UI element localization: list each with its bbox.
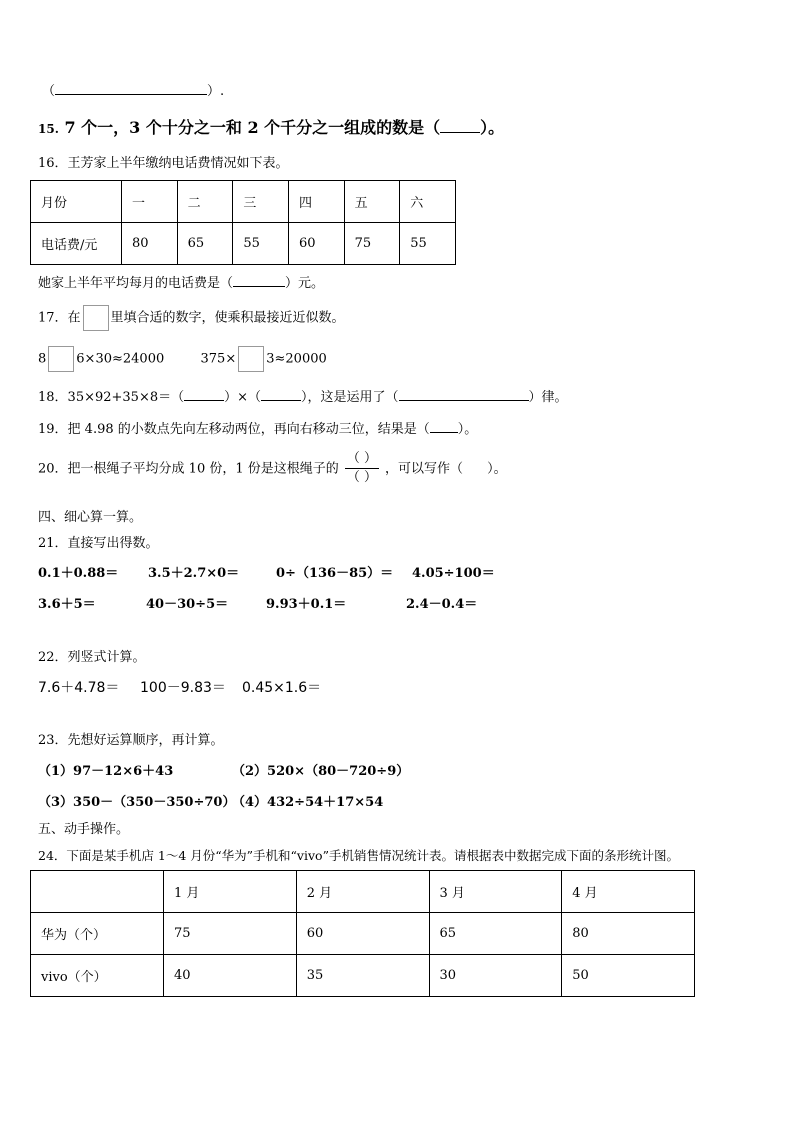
question-24-title: 24．下面是某手机店 1～4 月份“华为”手机和“vivo”手机销售情况统计表。请根据表中数据完成下面的条形统计图。 xyxy=(38,848,679,863)
answer-blank[interactable] xyxy=(55,82,207,95)
question-17: 17．在 里填合适的数字，使乘积最接近近似数。 xyxy=(38,305,345,331)
calc-item: 7.6＋4.78＝ xyxy=(38,680,120,696)
answer-box[interactable] xyxy=(48,346,74,372)
question-21-title: 21．直接写出得数。 xyxy=(38,536,159,551)
answer-blank[interactable] xyxy=(399,388,529,401)
calc-item: 2.4－0.4＝ xyxy=(406,597,478,612)
table-row: 电话费/元 80 65 55 60 75 55 xyxy=(31,223,456,265)
question-23-title: 23．先想好运算顺序，再计算。 xyxy=(38,733,224,748)
calc-item: 4.05÷100＝ xyxy=(412,566,495,581)
q14-tail: （ ）. xyxy=(42,84,225,99)
section-4-heading: 四、细心算一算。 xyxy=(38,510,143,525)
question-18: 18．35×92+35×8＝（ ）×（ ），这是运用了（ ）律。 xyxy=(38,390,568,405)
section-5-heading: 五、动手操作。 xyxy=(38,822,130,837)
table-row: vivo（个） 40 35 30 50 xyxy=(31,955,695,997)
question-15: 15. 7 个一，3 个十分之一和 2 个千分之一组成的数是（ ）。 xyxy=(38,118,505,137)
answer-blank[interactable] xyxy=(233,274,285,287)
calc-item: （4）432÷54＋17×54 xyxy=(232,795,384,810)
question-22-title: 22．列竖式计算。 xyxy=(38,650,146,665)
calc-item: 0.45×1.6＝ xyxy=(242,680,322,696)
calc-item: （3）350－（350－350÷70） xyxy=(38,795,236,810)
table-row: 华为（个） 75 60 65 80 xyxy=(31,913,695,955)
calc-item: （2）520×（80－720÷9） xyxy=(232,764,410,779)
calc-item: 0.1＋0.88＝ xyxy=(38,566,119,581)
calc-item: 3.5＋2.7×0＝ xyxy=(148,566,240,581)
calc-item: （1）97－12×6＋43 xyxy=(38,764,174,779)
answer-blank[interactable] xyxy=(184,388,224,401)
table-row: 1 月 2 月 3 月 4 月 xyxy=(31,871,695,913)
calc-item: 0÷（136－85）＝ xyxy=(276,566,394,581)
calc-item: 40－30÷5＝ xyxy=(146,597,229,612)
calc-item: 9.93＋0.1＝ xyxy=(266,597,347,612)
table-row: 月份 一 二 三 四 五 六 xyxy=(31,181,456,223)
answer-blank[interactable] xyxy=(430,420,458,433)
answer-box[interactable] xyxy=(238,346,264,372)
question-16-ask: 她家上半年平均每月的电话费是（ ）元。 xyxy=(38,276,325,291)
answer-box[interactable] xyxy=(83,305,109,331)
question-16-title: 16．王芳家上半年缴纳电话费情况如下表。 xyxy=(38,156,289,171)
phone-bill-table xyxy=(30,180,456,265)
phone-sales-table xyxy=(30,870,695,997)
question-20: 20．把一根绳子平均分成 10 份，1 份是这根绳子的 $\frac{( )}{( )}$ ，可以写作（ ）。 xyxy=(38,451,507,486)
question-17-exprs: 8 6×30≈24000 375× 3≈20000 xyxy=(38,346,327,372)
calc-item: 100－9.83＝ xyxy=(140,680,226,696)
calc-item: 3.6＋5＝ xyxy=(38,597,96,612)
question-19: 19．把 4.98 的小数点先向左移动两位，再向右移动三位，结果是（ ）。 xyxy=(38,422,478,437)
answer-blank[interactable] xyxy=(440,120,480,133)
answer-blank[interactable] xyxy=(261,388,301,401)
fraction[interactable]: $\frac{( )}{( )}$ xyxy=(346,451,377,486)
